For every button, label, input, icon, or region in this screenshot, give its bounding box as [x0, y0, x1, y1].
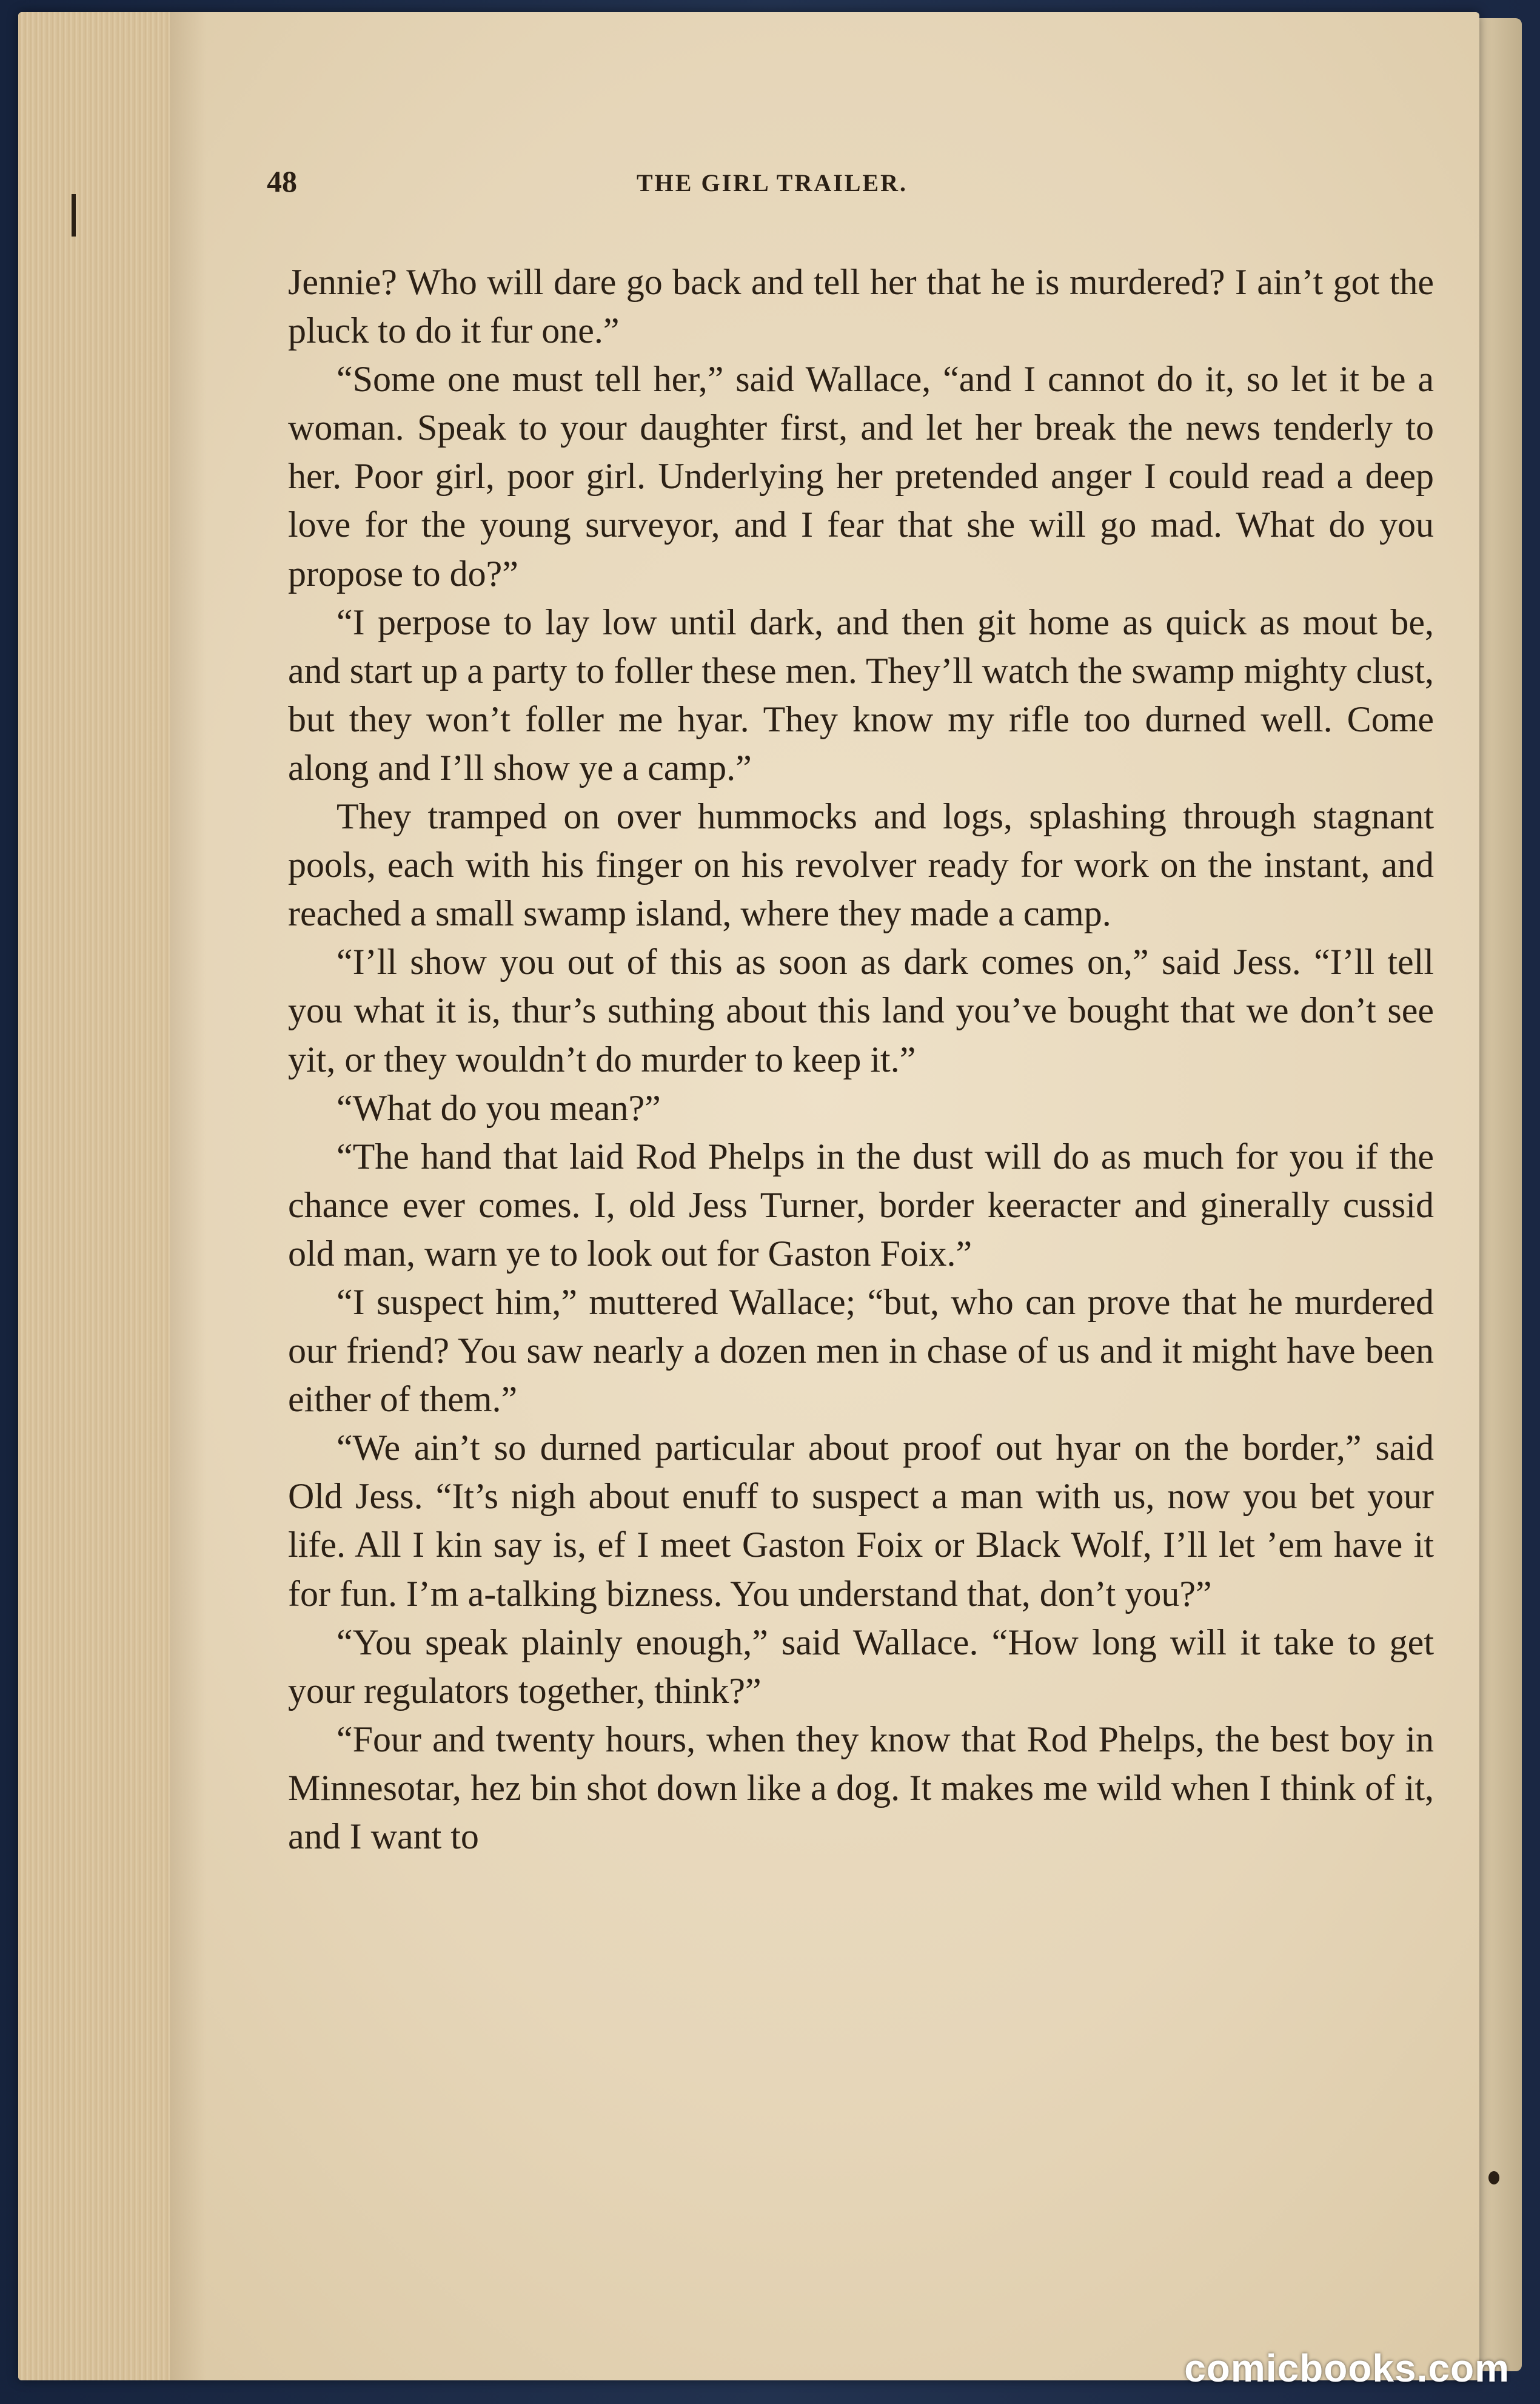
- page-number: 48: [267, 164, 297, 198]
- ink-spot: [1488, 2171, 1499, 2184]
- margin-mark: [72, 194, 76, 237]
- paragraph: “I perpose to lay low until dark, and then git home as quick as mout be, and start up a party to foller these men. They’ll watch the swamp mighty clust, but they won’t foller me hyar. They know my rifle too durned well. Come along and I’ll show ye a camp.”: [288, 602, 1434, 788]
- watermark: comicbooks.com: [1184, 2346, 1510, 2390]
- body-text: [288, 258, 1434, 1861]
- paragraph: “I suspect him,” muttered Wallace; “but, who can prove that he murdered our friend? You saw nearly a dozen men in chase of us and it might have been either of them.”: [288, 1281, 1434, 1420]
- paragraph: “Four and twenty hours, when they know that Rod Phelps, the best boy in Minnesotar, hez bin shot down like a dog. It makes me wild when I think of it, and I want to: [288, 1719, 1434, 1856]
- paragraph: “I’ll show you out of this as soon as dark comes on,” said Jess. “I’ll tell you what it is, thur’s suthing about this land you’ve bought that we don’t see yit, or they wouldn’t do murder to keep it.”: [288, 942, 1434, 1079]
- page-header: [267, 164, 1437, 212]
- spine-shadow: [170, 12, 206, 2380]
- paragraph: “Some one must tell her,” said Wallace, “and I cannot do it, so let it be a woman. Speak to your daughter first, and let her break the news tenderly to her. Poor girl, poor girl. Underlying her pretended anger I could read a deep love for the young surveyor, and I fear that she will go mad. What do you propose to do?”: [288, 359, 1434, 594]
- paragraph: They tramped on over hummocks and logs, splashing through stagnant pools, each with his finger on his revolver ready for work on the instant, and reached a small swamp island, where they made a camp.: [288, 796, 1434, 934]
- page-edge-stack: [18, 12, 170, 2380]
- paragraph: “You speak plainly enough,” said Wallace. “How long will it take to get your regulators together, think?”: [288, 1622, 1434, 1711]
- paragraph: “The hand that laid Rod Phelps in the dust will do as much for you if the chance ever comes. I, old Jess Turner, border keeracter and ginerally cussid old man, warn ye to look out for Gaston Foix.”: [288, 1136, 1434, 1274]
- paragraph: Jennie? Who will dare go back and tell her that he is murdered? I ain’t got the pluck to do it fur one.”: [288, 262, 1434, 351]
- paragraph: “What do you mean?”: [336, 1087, 661, 1128]
- paragraph: “We ain’t so durned particular about proof out hyar on the border,” said Old Jess. “It’s nigh about enuff to suspect a man with us, now you bet your life. All I kin say is, ef I meet Gaston Foix or Black Wolf, I’ll let ’em have it for fun. I’m a-talking bizness. You understand that, don’t you?”: [288, 1428, 1434, 1614]
- running-title: THE GIRL TRAILER.: [637, 169, 908, 196]
